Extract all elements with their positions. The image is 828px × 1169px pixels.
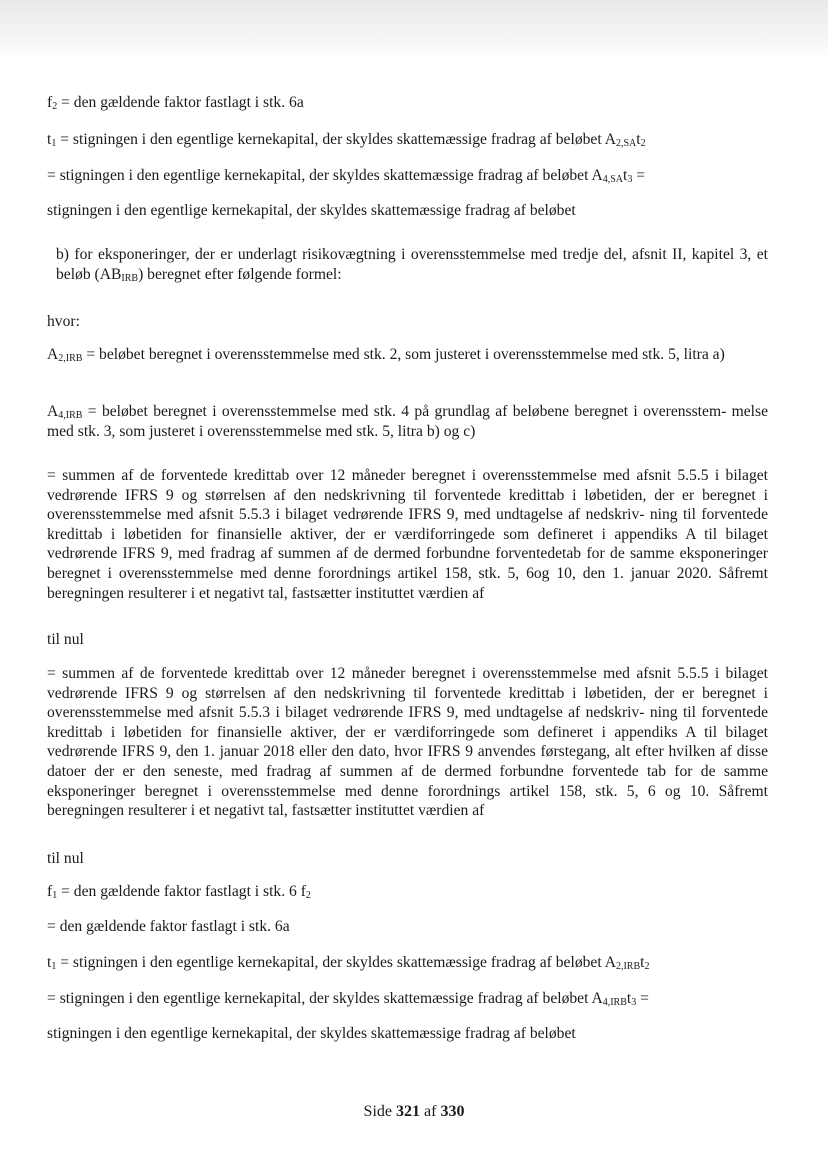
label-til-nul-2: til nul	[47, 850, 84, 867]
paragraph-sum-2018: = summen af de forventede kredittab over 12 måneder beregnet i overensstemmelse med afsnit 5.5.5 i bilaget vedrørende IFRS 9 og størrelsen af den nedskrivning til forventede kredittab i løbetiden, der er beregnet i overensstemmelse med afsnit 5.5.3 i bilaget vedrørende IFRS 9, med undtagelse af nedskriv- ning til forventede kredittab i løbetiden for finansielle aktiver, der er værdiforringede som defineret i appendiks A til bilaget vedrørende IFRS 9, den 1. januar 2018 eller den dato, hvor IFRS 9 anvendes førstegang, alt efter hvilken af disse datoer der er den seneste, med fradrag af summen af de dermed forbundne forventede tab for de samme eksponeringer beregnet i overensstemmelse med denne forordnings artikel 158, stk. 5, 6 og 10. Såfremt beregningen resulterer i et negativt tal, fastsætter instituttet værdien af	[47, 665, 768, 820]
definition-t3-sa: stigningen i den egentlige kernekapital, der skyldes skattemæssige fradrag af beløbet	[47, 202, 576, 219]
definition-t1-irb: $t_1$ = stigningen i den egentlige kernekapital, der skyldes skattemæssige fradrag af beløbet $A_{2,IRB}t_2$	[47, 954, 650, 972]
label-til-nul-1: til nul	[47, 631, 84, 648]
label-hvor: hvor:	[47, 313, 80, 330]
definition-f1: $f_1$ = den gældende faktor fastlagt i stk. 6 $f_2$	[47, 883, 311, 901]
definition-t2-sa: = stigningen i den egentlige kernekapital, der skyldes skattemæssige fradrag af beløbet $A_{4,SA}t_3$ =	[47, 167, 646, 185]
definition-t2-irb: = stigningen i den egentlige kernekapital, der skyldes skattemæssige fradrag af beløbet $A_{4,IRB}t_3$ =	[47, 990, 649, 1008]
definition-f2-irb: = den gældende faktor fastlagt i stk. 6a	[47, 918, 290, 935]
definition-a2-irb: $A_{2,IRB}$ = beløbet beregnet i overensstemmelse med stk. 2, som justeret i overensstemmelse med stk. 5, litra a)	[47, 346, 725, 364]
definition-t1-sa: $t_1$ = stigningen i den egentlige kernekapital, der skyldes skattemæssige fradrag af beløbet $A_{2,SA}t_2$	[47, 131, 646, 149]
paragraph-b: b) for eksponeringer, der er underlagt risikovægtning i overensstemmelse med tredje del, afsnit II, kapitel 3, et beløb $(AB_{IRB})$ beregnet efter følgende formel:	[56, 246, 768, 284]
paragraph-sum-2020: = summen af de forventede kredittab over 12 måneder beregnet i overensstemmelse med afsnit 5.5.5 i bilaget vedrørende IFRS 9 og størrelsen af den nedskrivning til forventede kredittab i løbetiden, der er beregnet i overensstemmelse med afsnit 5.5.3 i bilaget vedrørende IFRS 9, med undtagelse af nedskriv- ning til forventede kredittab i løbetiden for finansielle aktiver, der er værdiforringede som defineret i appendiks A til bilaget vedrørende IFRS 9, med fradrag af summen af de dermed forbundne forventedetab for de samme eksponeringer beregnet i overensstemmelse med denne forordnings artikel 158, stk. 5, 6og 10, den 1. januar 2020. Såfremt beregningen resulterer i et negativt tal, fastsætter instituttet værdien af	[47, 467, 768, 602]
definition-f2: $f_2$ = den gældende faktor fastlagt i stk. 6a	[47, 94, 304, 112]
definition-t3-irb: stigningen i den egentlige kernekapital, der skyldes skattemæssige fradrag af beløbet	[47, 1025, 576, 1042]
page-number: Side 321 af 330	[363, 1103, 465, 1120]
definition-a4-irb: $A_{4,IRB}$ = beløbet beregnet i overensstemmelse med stk. 4 på grundlag af beløbene beregnet i overensstem- melse med stk. 3, som justeret i overensstemmelse med stk. 5, litra b) og c)	[47, 403, 768, 440]
